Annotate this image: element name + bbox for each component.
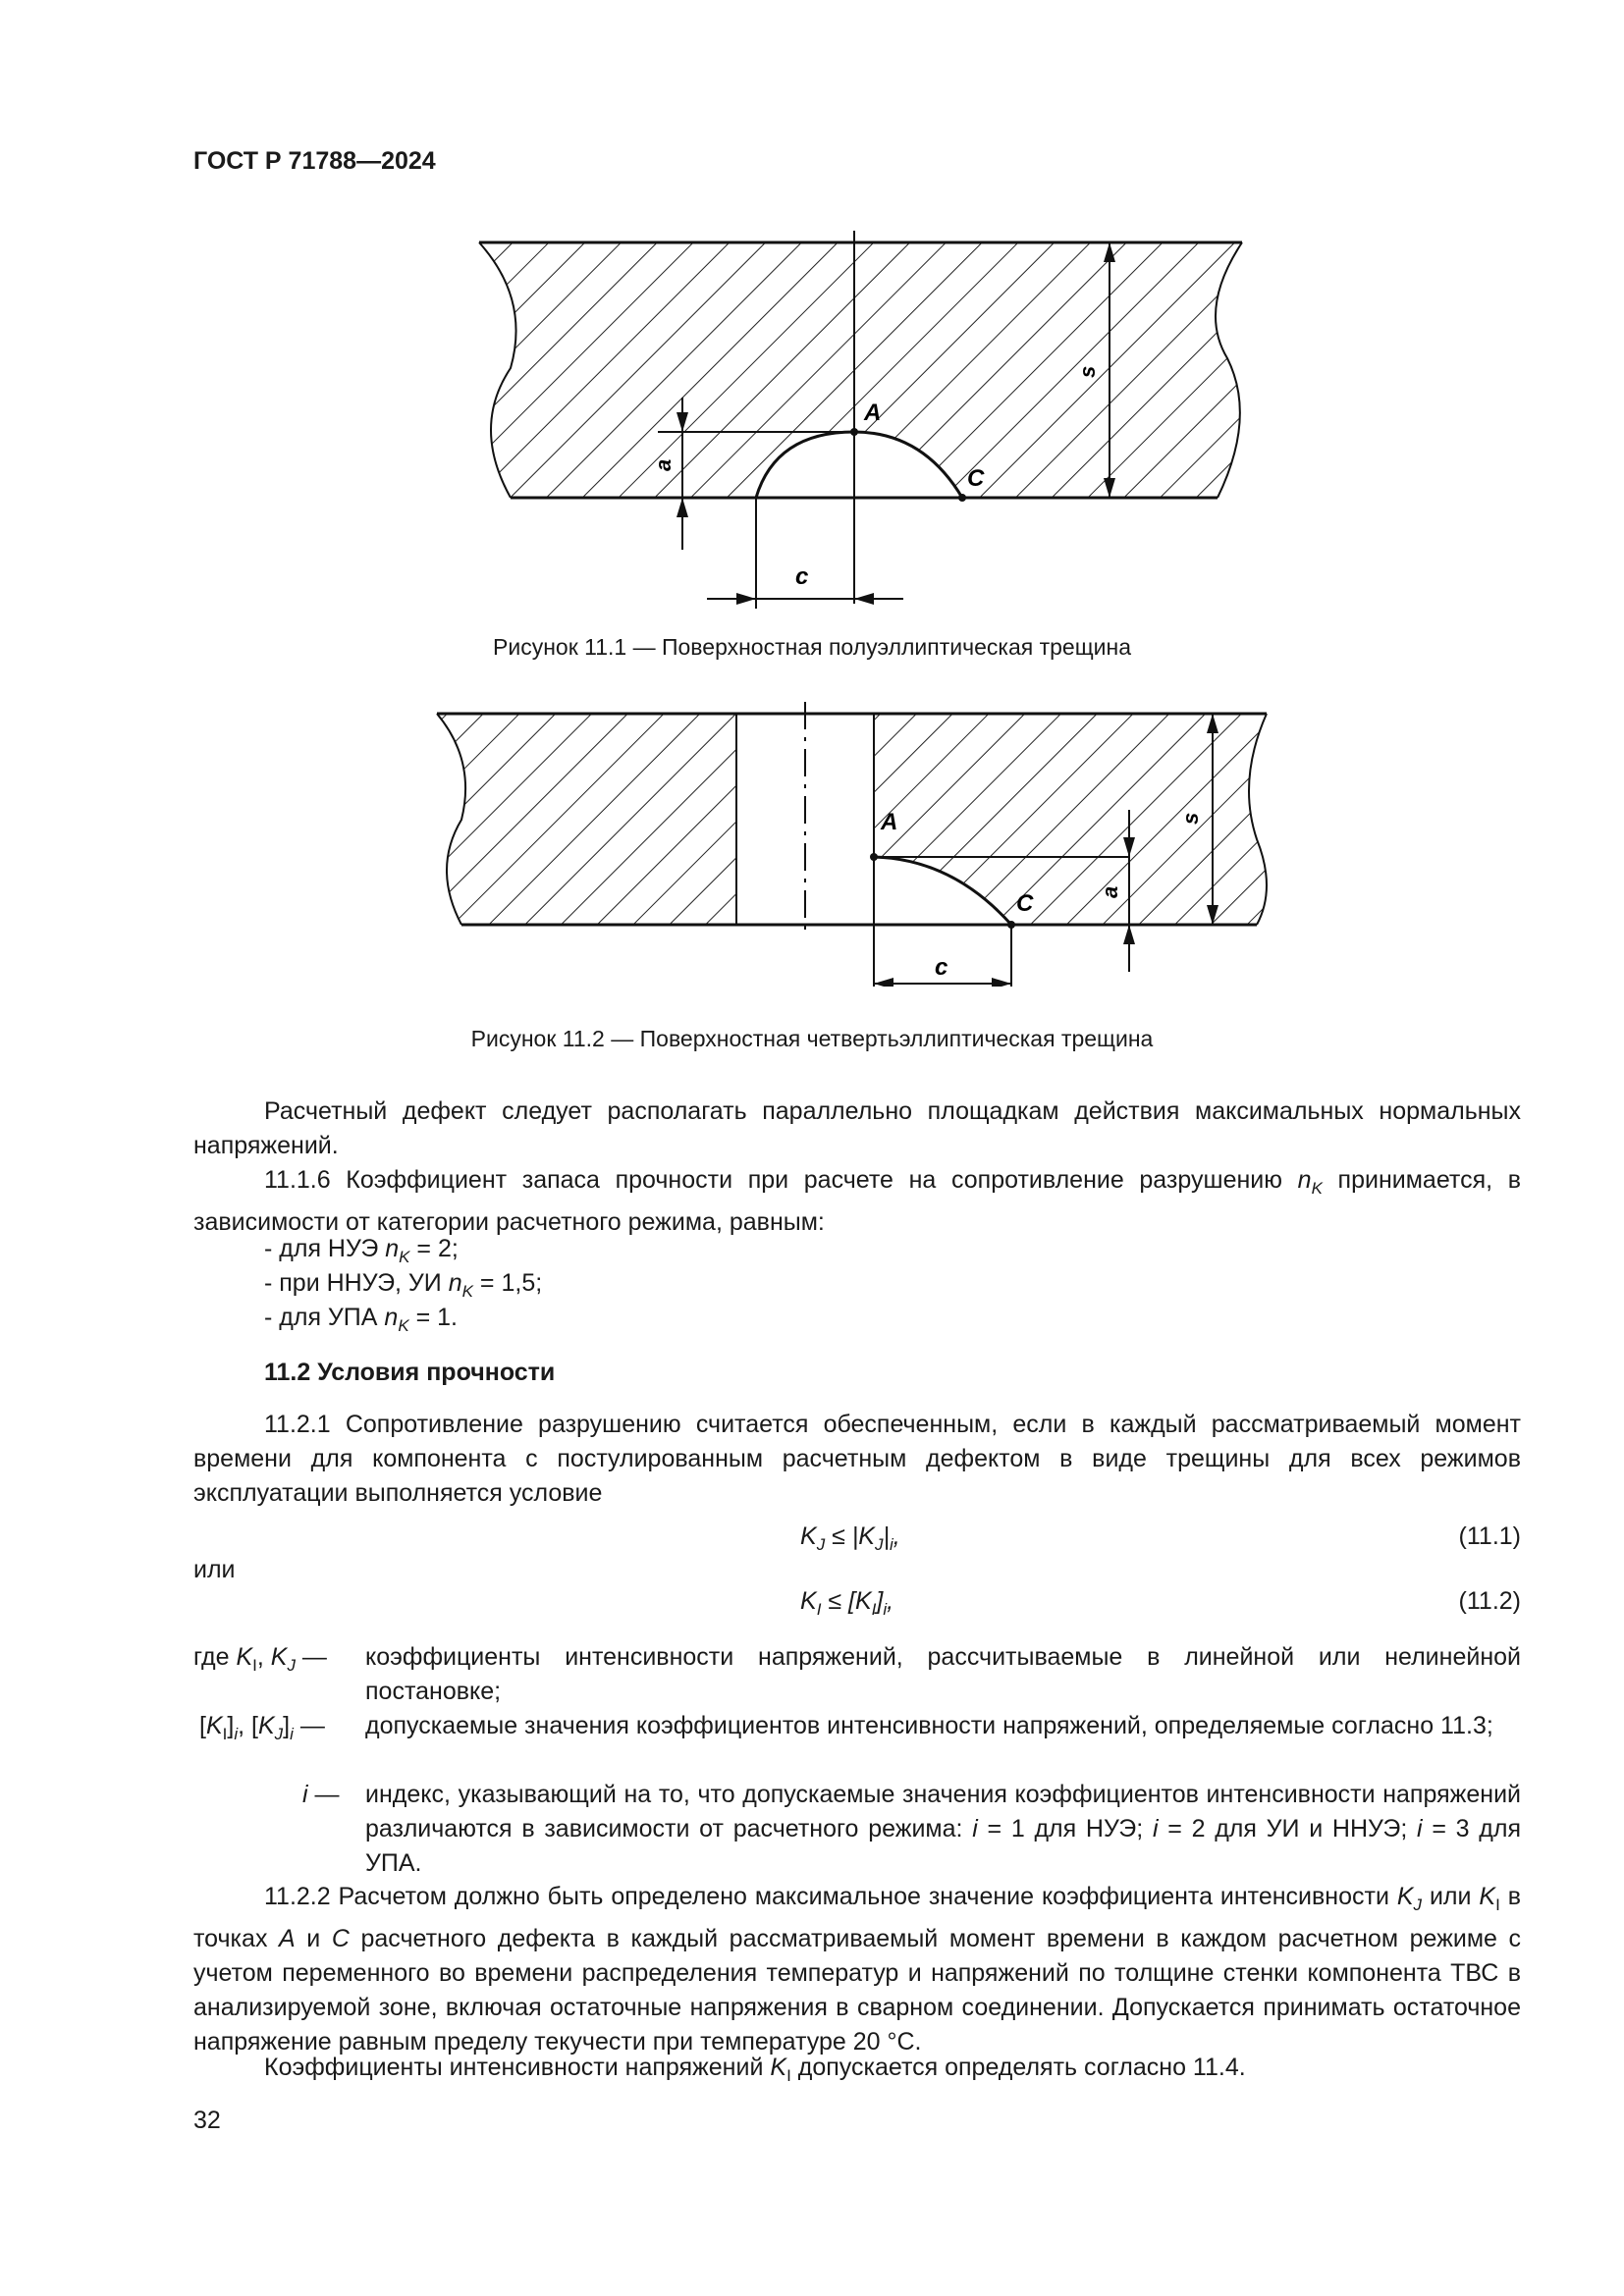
page-number: 32	[193, 2107, 221, 2134]
fig2-label-C: C	[1016, 890, 1034, 917]
clause-11-1-6: 11.1.6 Коэффициент запаса прочности при расчете на сопротивление разрушению $n_K$ принимается, в зависимости от категории расчетного режима, равным:	[193, 1166, 1521, 1236]
list-item: - для НУЭ $n_K = 2$;	[264, 1235, 459, 1266]
definition-text-2: допускаемые значения коэффициентов интенсивности напряжений, определяемые согласно 11.3;	[365, 1712, 1493, 1739]
figure-quarter-elliptical-crack	[422, 702, 1286, 987]
document-header: ГОСТ Р 71788—2024	[193, 147, 436, 175]
figure1-caption: Рисунок 11.1 — Поверхностная полуэллиптическая трещина	[493, 634, 1131, 660]
list-item: - при ННУЭ, УИ $n_K = 1,5$;	[264, 1269, 543, 1301]
clause-11-2-2: 11.2.2 Расчетом должно быть определено максимальное значение коэффициента интенсивности $K_J$ или $K_I$ в точках A и C расчетного дефекта в каждый рассматриваемый момент времени в каждом расчетном режиме с учетом переменного во времени распределения температур и напряжений по толщине стенки компонента ТВС в анализируемой зоне, включая остаточные напряжения в сварном соединении. Допускается принимать остаточное напряжение равным пределу текучести при температуре 20 °С.	[193, 1883, 1521, 2056]
equation-number-11-1: (11.1)	[1458, 1522, 1521, 1550]
equation-11-1: $K_J \le |K_J|_i$,	[800, 1522, 900, 1554]
paragraph-defect-orientation: Расчетный дефект следует располагать параллельно площадкам действия максимальных нормальных напряжений.	[193, 1097, 1521, 1159]
fig2-label-A: A	[881, 809, 898, 835]
definition-term-2: $[K_I]_i$, $[K_J]_i$ —	[199, 1712, 325, 1743]
definition-term-3: i —	[302, 1781, 340, 1808]
figure2-caption: Рисунок 11.2 — Поверхностная четвертьэллиптическая трещина	[470, 1026, 1154, 1051]
definition-term-1: где $K_I$, $K_J$ —	[193, 1643, 327, 1675]
equation-number-11-2: (11.2)	[1458, 1587, 1521, 1615]
definition-text-3: индекс, указывающий на то, что допускаемые значения коэффициентов интенсивности напряжений различаются в зависимости от расчетного режима: i = 1 для НУЭ; i = 2 для УИ и ННУЭ; i = 3 для УПА.	[365, 1781, 1522, 1877]
fig1-label-C: C	[967, 465, 985, 492]
paragraph-ki-method: Коэффициенты интенсивности напряжений $K_I$ допускается определять согласно 11.4.	[264, 2054, 1246, 2085]
definition-text-1: коэффициенты интенсивности напряжений, рассчитываемые в линейной или нелинейной постановке;	[365, 1643, 1521, 1705]
figure-semi-elliptical-crack	[452, 231, 1257, 614]
list-item: - для УПА $n_K = 1$.	[264, 1304, 458, 1335]
section-heading-11-2: 11.2 Условия прочности	[264, 1359, 556, 1386]
fig1-label-a: a	[651, 458, 676, 471]
fig2-label-c: c	[935, 954, 948, 981]
fig2-label-s: s	[1178, 812, 1203, 825]
clause-11-2-1: 11.2.1 Сопротивление разрушению считается обеспеченным, если в каждый рассматриваемый момент времени для компонента с постулированным расчетным дефектом в виде трещины для всех режимов эксплуатации выполняется условие	[193, 1411, 1521, 1507]
fig1-label-A: A	[864, 400, 882, 426]
fig1-label-c: c	[795, 563, 809, 590]
fig1-label-s: s	[1075, 365, 1100, 378]
equation-11-2: $K_I \le [K_I]_i$,	[800, 1587, 894, 1619]
equation-or: или	[193, 1556, 236, 1583]
fig2-label-a: a	[1098, 885, 1122, 898]
